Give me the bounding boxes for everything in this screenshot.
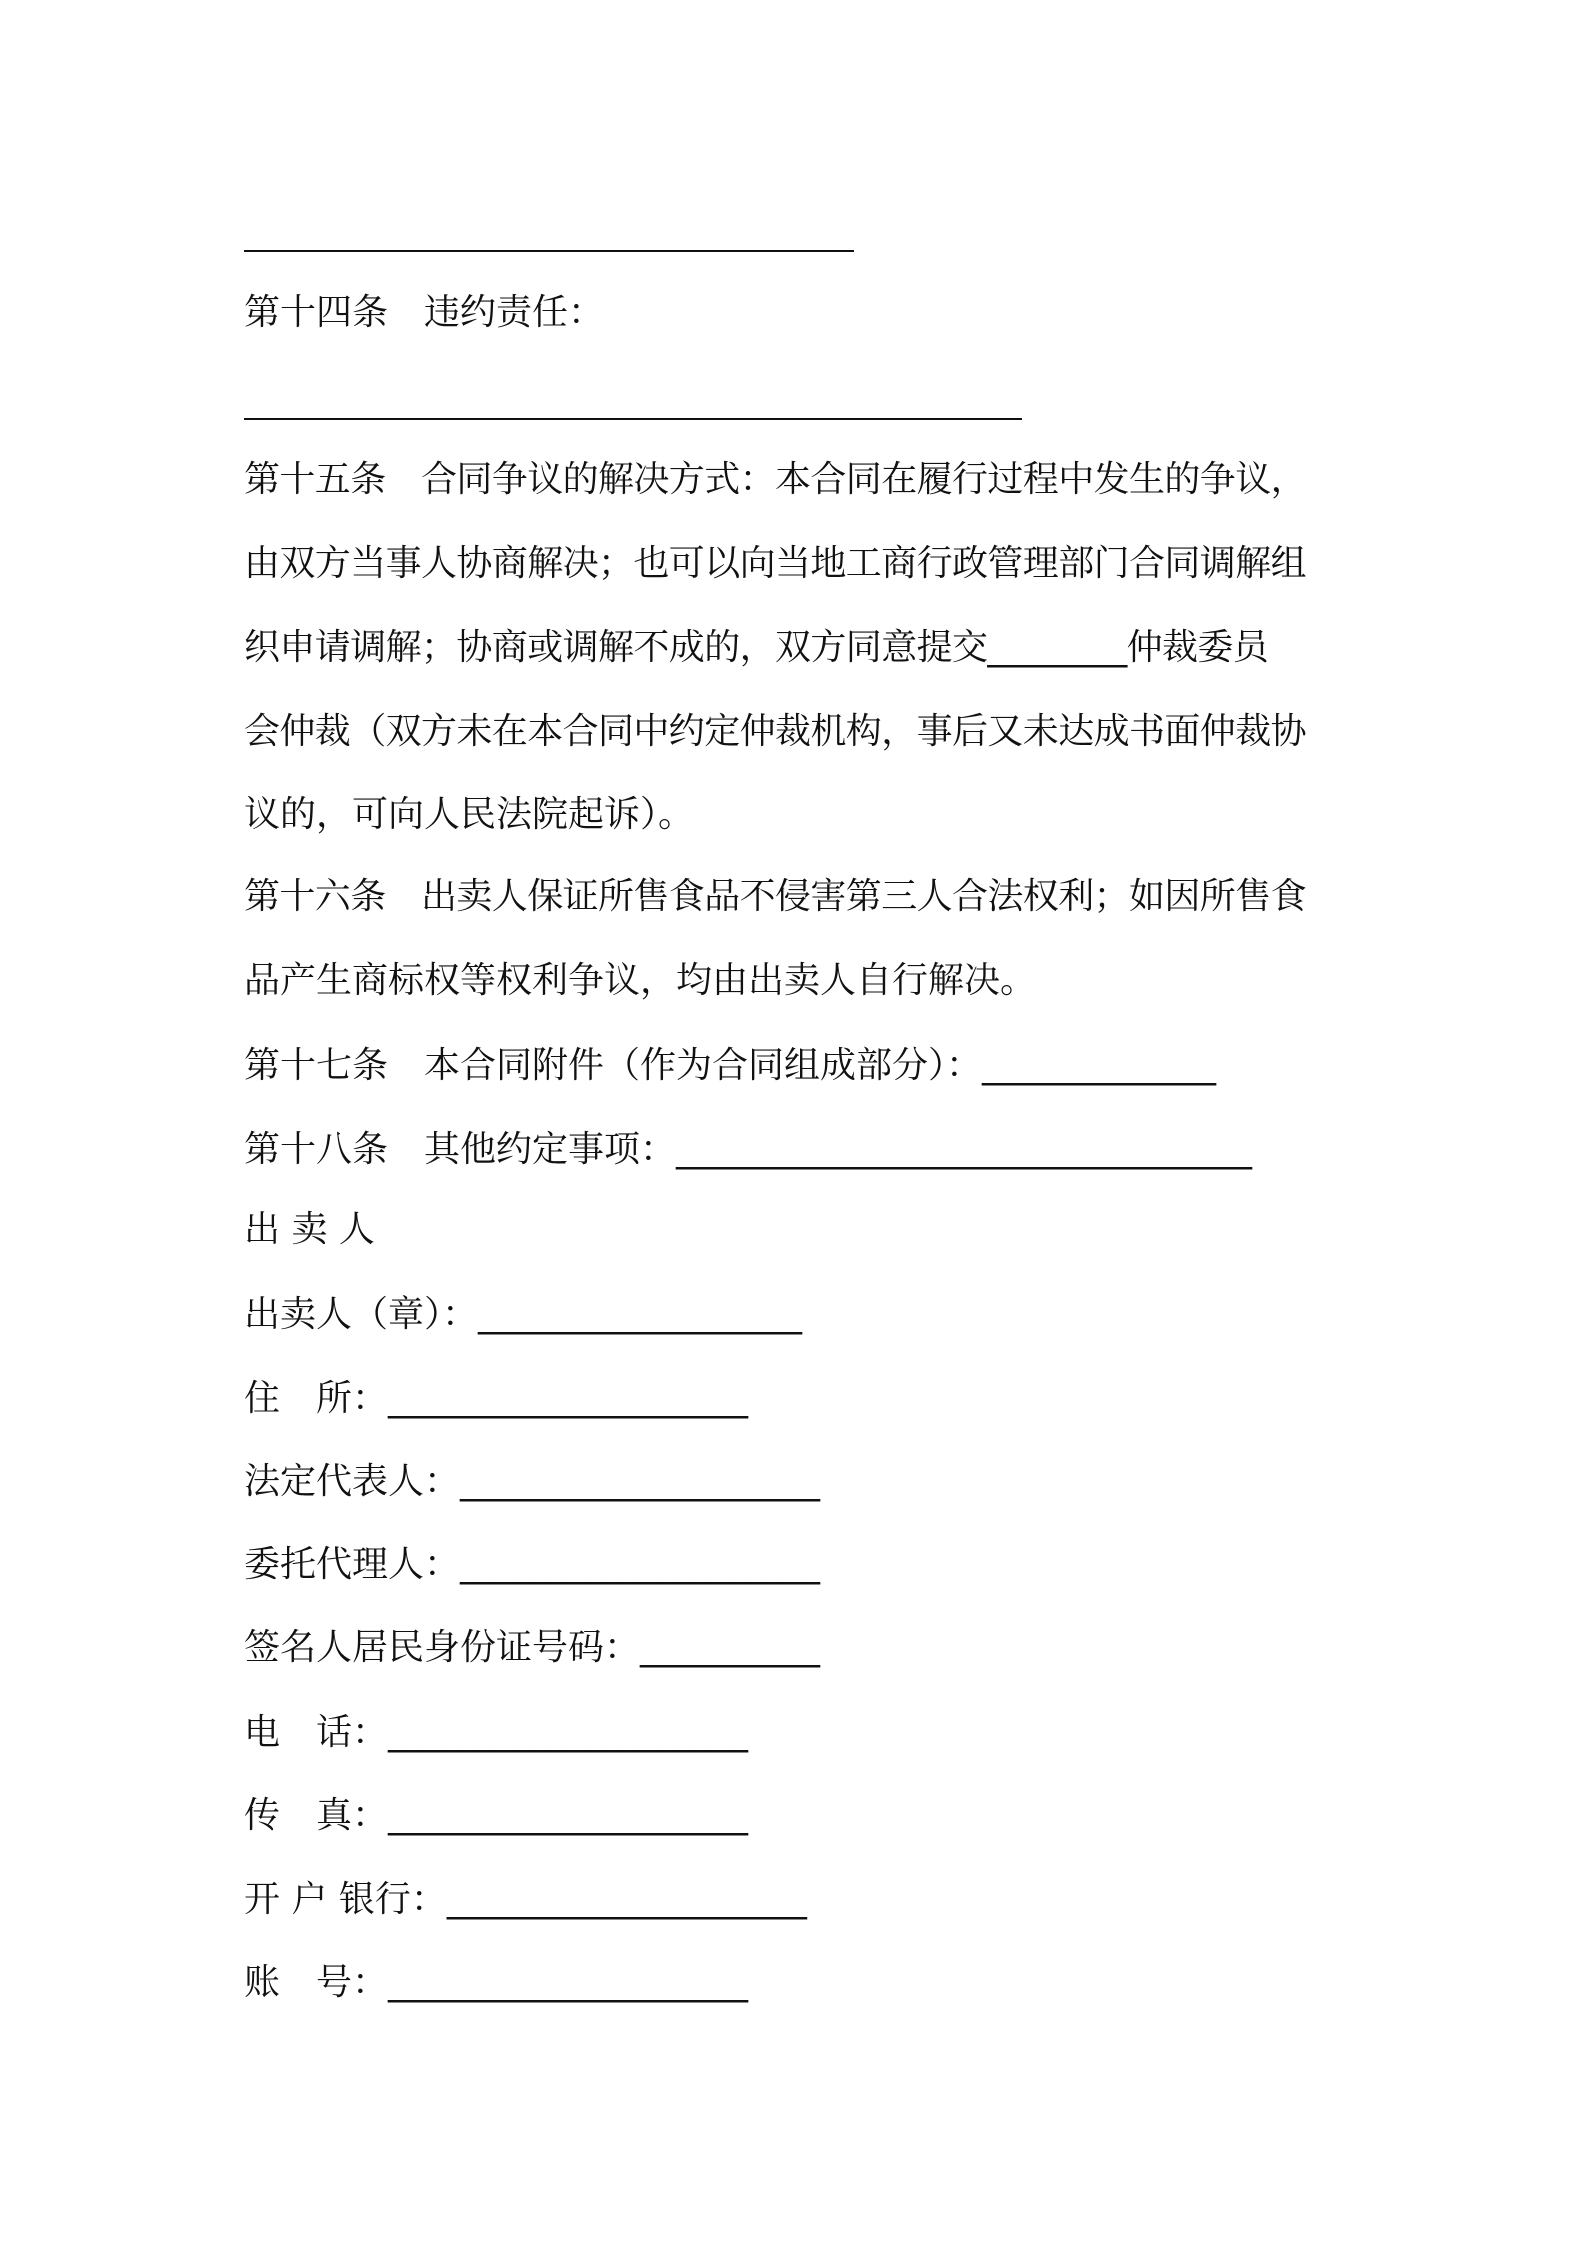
blank-line-2 [244,418,1022,420]
article-16-line-2: 品产生商标权等权利争议，均由出卖人自行解决。 [244,960,1037,1001]
article-17: 第十七条 本合同附件（作为合同组成部分）：_____________ [244,1045,1217,1086]
seller-heading: 出 卖 人 [244,1209,375,1250]
seller-seal-field: 出卖人（章）：__________________ [244,1294,803,1335]
article-18: 第十八条 其他约定事项：________________________________ [244,1129,1253,1170]
legal-representative-field: 法定代表人：____________________ [244,1461,821,1502]
article-15-line-3: 织申请调解；协商或调解不成的，双方同意提交________仲裁委员 [244,627,1269,668]
article-15-line-4: 会仲裁（双方未在本合同中约定仲裁机构，事后又未达成书面仲裁协 [244,711,1307,752]
id-number-field: 签名人居民身份证号码：__________ [244,1627,821,1668]
article-15-line-1: 第十五条 合同争议的解决方式：本合同在履行过程中发生的争议， [244,459,1307,500]
article-15-line-5: 议的，可向人民法院起诉）。 [244,794,695,835]
address-field: 住 所：____________________ [244,1378,749,1419]
article-14-heading: 第十四条 违约责任： [244,292,605,333]
article-16-line-1: 第十六条 出卖人保证所售食品不侵害第三人合法权利；如因所售食 [244,876,1307,917]
fax-field: 传 真：____________________ [244,1795,749,1836]
bank-field: 开 户 银行：____________________ [244,1879,807,1920]
blank-line-1 [244,250,854,252]
authorized-agent-field: 委托代理人：____________________ [244,1544,821,1585]
article-15-line-2: 由双方当事人协商解决；也可以向当地工商行政管理部门合同调解组 [244,543,1307,584]
account-field: 账 号：____________________ [244,1962,749,2003]
phone-field: 电 话：____________________ [244,1712,749,1753]
